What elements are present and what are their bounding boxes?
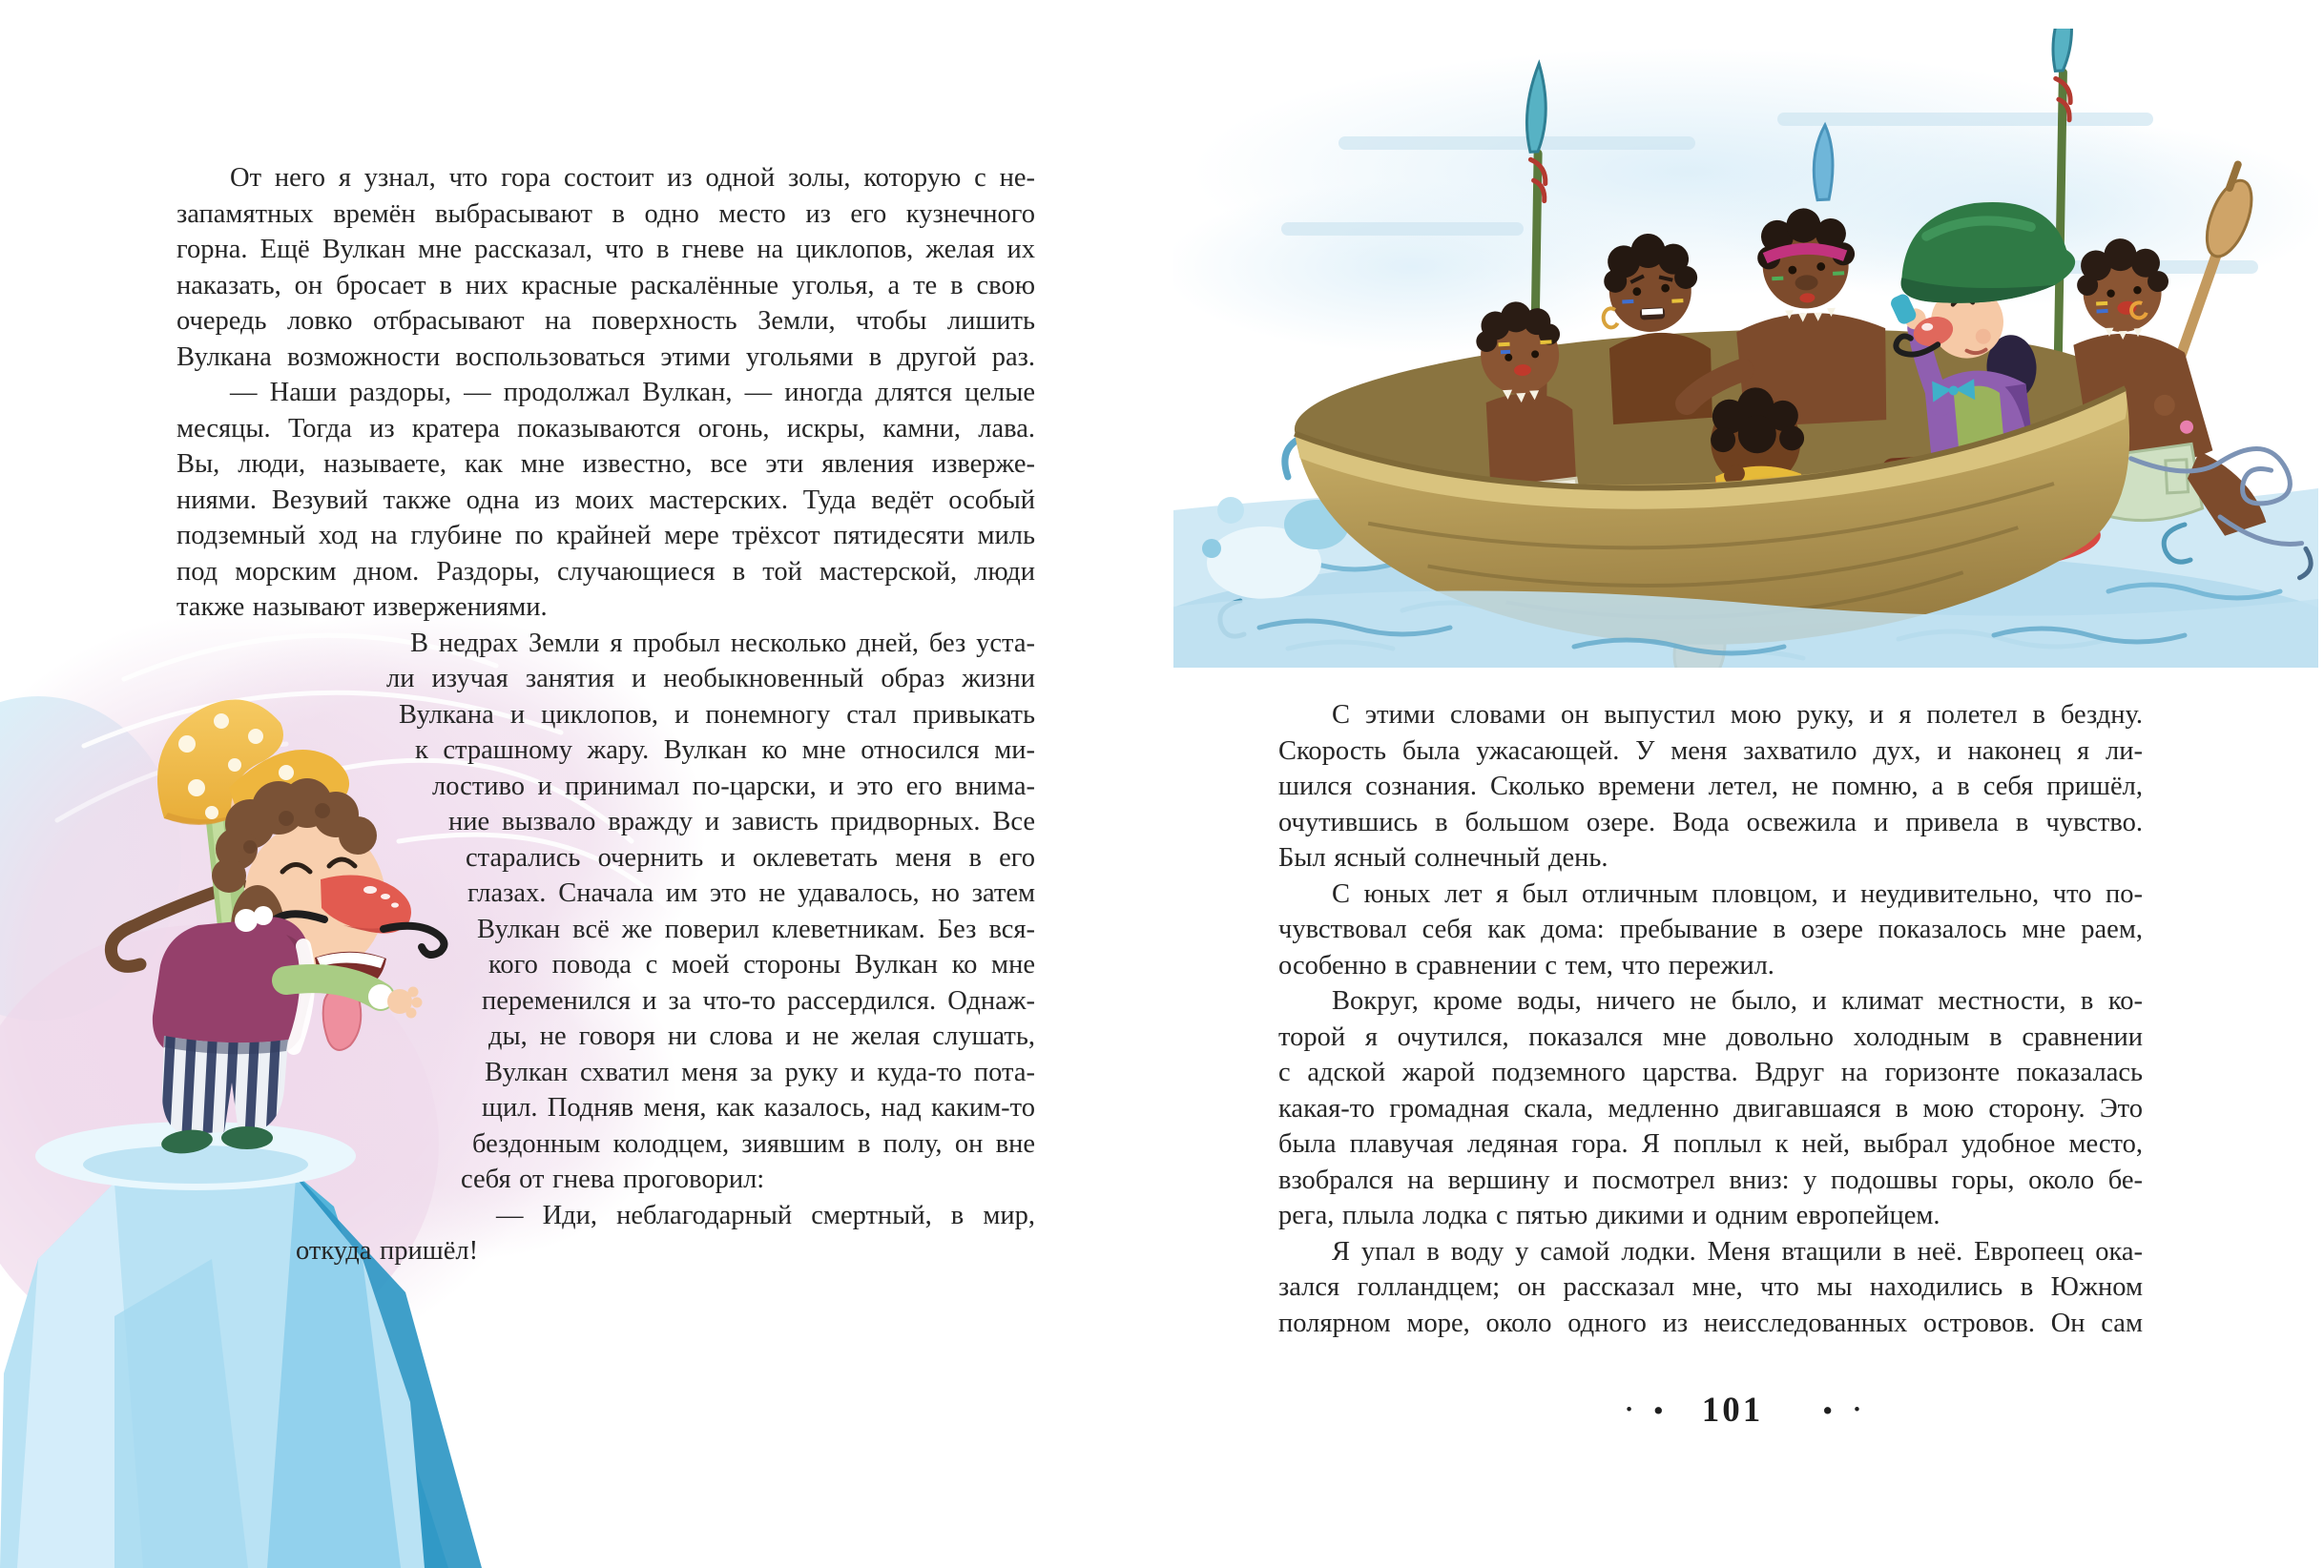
paragraph	[1278, 877, 2143, 984]
text-line: очередь ловко отбрасывают на поверхность Земли, чтобы лишить	[176, 306, 1035, 336]
text-line: В недрах Земли я пробыл несколько дней, без уста-	[410, 628, 1035, 658]
text-line: Вулкан схватил меня за руку и куда-то пота-	[485, 1057, 1035, 1087]
text-line: кого повода с моей стороны Вулкан ко мне	[488, 950, 1035, 980]
left-page-text	[176, 160, 1035, 1269]
text-line: лостиво и принимал по-царски, и это его внима-	[432, 771, 1035, 801]
text-line: месяцы. Тогда из кратера показываются огонь, искры, камни, лава.	[176, 413, 1035, 444]
text-line: Вулкана возможности воспользоваться этими угольями в другой раз.	[176, 341, 1035, 372]
text-line: зался голландцем; он рассказал мне, что мы находились в Южном	[1278, 1272, 2143, 1302]
text-line: наказать, он бросает в них красные раскалённые уголья, а те в свою	[176, 270, 1035, 300]
text-line: ние вызвало вражду и зависть придворных. Все	[448, 807, 1035, 836]
text-line: Скорость была ужасающей. У меня захватило дух, и наконец я ли-	[1278, 735, 2143, 766]
text-line: рега, плыла лодка с пятью дикими и одним европейцем.	[1278, 1201, 1940, 1230]
text-line: полярном море, около одного из неисследованных островов. Он сам	[1278, 1308, 2143, 1338]
paragraph	[1278, 697, 2143, 877]
text-line: к страшному жару. Вулкан ко мне относился ми-	[415, 735, 1035, 765]
text-line: взобрался на вершину и посмотрел вниз: у подошвы горы, около бе-	[1278, 1165, 2143, 1195]
paragraph	[1278, 983, 2143, 1234]
ornament-dot-icon: •	[1854, 1399, 1860, 1420]
text-line: какая-то громадная скала, медленно двигавшаяся в мою сторону. Это	[1278, 1093, 2143, 1124]
text-line: горна. Ещё Вулкан мне рассказал, что в гневе на циклопов, желая их	[176, 235, 1035, 264]
text-line: С юных лет я был отличным пловцом, и неудивительно, что по-	[1332, 878, 2143, 909]
paragraph	[1278, 1234, 2143, 1342]
text-line: очутившись в большом озере. Вода освежила и привела в чувство.	[1278, 807, 2143, 837]
right-page-text	[1278, 697, 2143, 1341]
paragraph	[176, 375, 1035, 626]
text-line: себя от гнева проговорил:	[461, 1165, 765, 1194]
text-line: Вулкана и циклопов, и понемногу стал привыкать	[399, 699, 1035, 730]
text-line: Вулкан всё же поверил клеветникам. Без вся-	[477, 914, 1035, 944]
paragraph	[176, 160, 1035, 375]
text-line: Вокруг, кроме воды, ничего не было, и климат местности, в ко-	[1332, 986, 2143, 1016]
text-line: — Наши раздоры, — продолжал Вулкан, — иногда длятся целые	[230, 378, 1035, 407]
right-page	[1162, 0, 2324, 1568]
text-line: была плавучая ледяная гора. Я поплыл к ней, выбрал удобное место,	[1278, 1129, 2143, 1159]
text-line: бездонным колодцем, зиявшим в полу, он вне	[472, 1128, 1035, 1159]
text-line: с адской жарой подземного царства. Вдруг на горизонте показалась	[1278, 1058, 2143, 1087]
page-number: 101	[1701, 1390, 1764, 1430]
ornament-dot-icon: •	[1652, 1393, 1664, 1427]
text-line: ниями. Везувий также одна из моих мастерских. Туда ведёт особый	[176, 485, 1035, 515]
text-line: щил. Подняв меня, как казалось, над каким-то	[482, 1093, 1035, 1123]
text-line: ли изучая занятия и необыкновенный образ жизни	[386, 664, 1035, 693]
text-line: особенно в сравнении с тем, что пережил.	[1278, 950, 1774, 980]
text-line: откуда пришёл!	[296, 1236, 479, 1266]
boat-with-natives-illustration	[1173, 29, 2318, 668]
ornament-dot-icon: •	[1626, 1399, 1632, 1420]
text-line: запамятных времён выбрасывают в одно место из его кузнечного	[176, 198, 1035, 229]
text-line: ды, не говоря ни слова и не желая слушать,	[488, 1021, 1035, 1051]
text-line: шился сознания. Сколько времени летел, не помню, а в себя пришёл,	[1278, 772, 2143, 801]
text-line: Был ясный солнечный день.	[1278, 843, 1608, 873]
page-footer	[1162, 1388, 2324, 1432]
ornament-dot-icon: •	[1822, 1393, 1834, 1427]
text-line: От него я узнал, что гора состоит из одной золы, которую с не-	[230, 163, 1035, 193]
text-line: под морским дном. Раздоры, случающиеся в той мастерской, люди	[176, 556, 1035, 587]
text-line: Вы, люди, называете, как мне известно, все эти явления изверже-	[176, 449, 1035, 479]
text-line: глазах. Сначала им это не удавалось, но затем	[467, 878, 1035, 908]
text-line: также называют извержениями.	[176, 592, 548, 622]
paragraph-wrapped-around-illustration	[176, 626, 1035, 1269]
text-line: — Иди, неблагодарный смертный, в мир,	[496, 1200, 1035, 1230]
text-line: чувствовал себя как дома: пребывание в озере показалось мне раем,	[1278, 915, 2143, 944]
text-line: С этими словами он выпустил мою руку, и я полетел в бездну.	[1332, 700, 2143, 730]
text-line: торой я очутился, показался мне довольно холодным в сравнении	[1278, 1021, 2143, 1052]
text-line: подземный ход на глубине по крайней мере трёхсот пятидесяти миль	[176, 521, 1035, 550]
text-line: старались очернить и оклеветать меня в его	[466, 842, 1035, 873]
text-line: переменился и за что-то рассердился. Однаж-	[482, 985, 1035, 1016]
text-line: Я упал в воду у самой лодки. Меня втащили в неё. Европеец ока-	[1332, 1236, 2143, 1267]
